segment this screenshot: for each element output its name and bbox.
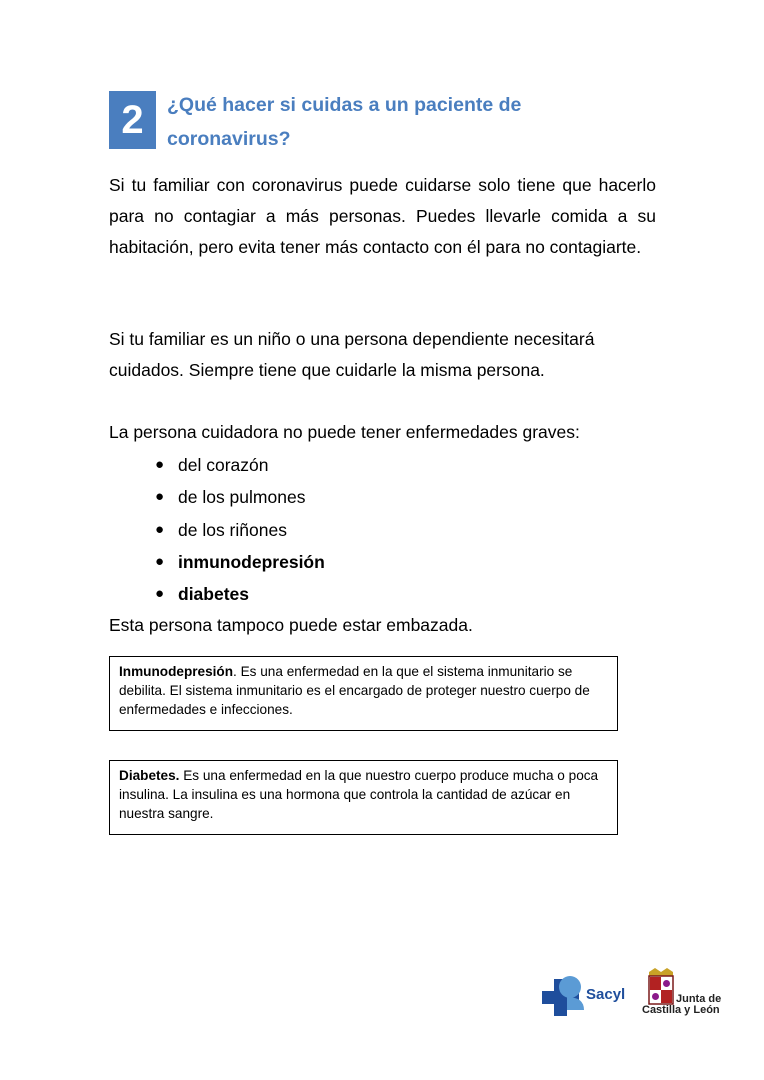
definition-term: Inmunodepresión — [119, 664, 234, 679]
paragraph-self-care: Si tu familiar con coronavirus puede cuidarse solo tiene que hacerlo para no contagiar a más personas. Puedes llevarle comida a su habitación, pero evita tener más contacto con él para no contagiarte. — [109, 175, 656, 257]
list-item — [155, 514, 325, 546]
definition-text: . Es una enfermedad en la que el sistema inmunitario se debilita. El sistema inmunitario es el encargado de proteger nuestro cuerpo de enfermedades e infecciones. — [119, 664, 590, 717]
bullet-icon: ● — [155, 456, 165, 474]
list-item — [155, 449, 325, 481]
jcyl-logo-text-2: Castilla y León — [642, 1004, 720, 1016]
list-item-label: de los riñones — [178, 519, 287, 540]
list-item-label: de los pulmones — [178, 487, 306, 508]
definition-box-inmunodepresion — [109, 656, 618, 731]
definition-term: Diabetes. — [119, 768, 180, 783]
section-number-badge: 2 — [109, 91, 156, 149]
jcyl-logo-text-1: Junta de — [676, 993, 722, 1005]
list-item — [155, 578, 325, 610]
list-item-label: diabetes — [178, 584, 249, 605]
paragraph-pregnancy: Esta persona tampoco puede estar embazada. — [109, 615, 473, 635]
bullet-icon: ● — [155, 585, 165, 603]
sacyl-logo-text: Sacyl — [586, 986, 626, 1003]
conditions-list — [155, 449, 325, 610]
definition-box-diabetes — [109, 760, 618, 835]
definition-text: Es una enfermedad en la que nuestro cuerpo produce mucha o poca insulina. La insulina es una hormona que controla la cantidad de azúcar en nuestra sangre. — [119, 768, 599, 821]
bullet-icon: ● — [155, 553, 165, 571]
list-item-label: del corazón — [178, 455, 269, 476]
bullet-icon: ● — [155, 488, 165, 506]
paragraph-caregiver-conditions: La persona cuidadora no puede tener enfermedades graves: — [109, 422, 580, 442]
bullet-icon: ● — [155, 520, 165, 538]
list-item-label: inmunodepresión — [178, 552, 325, 573]
paragraph-dependent-care: Si tu familiar es un niño o una persona dependiente necesitará cuidados. Siempre tiene que cuidarle la misma persona. — [109, 329, 595, 380]
list-item — [155, 481, 325, 513]
section-title: ¿Qué hacer si cuidas a un paciente de coronavirus? — [167, 94, 522, 150]
list-item — [155, 546, 325, 578]
